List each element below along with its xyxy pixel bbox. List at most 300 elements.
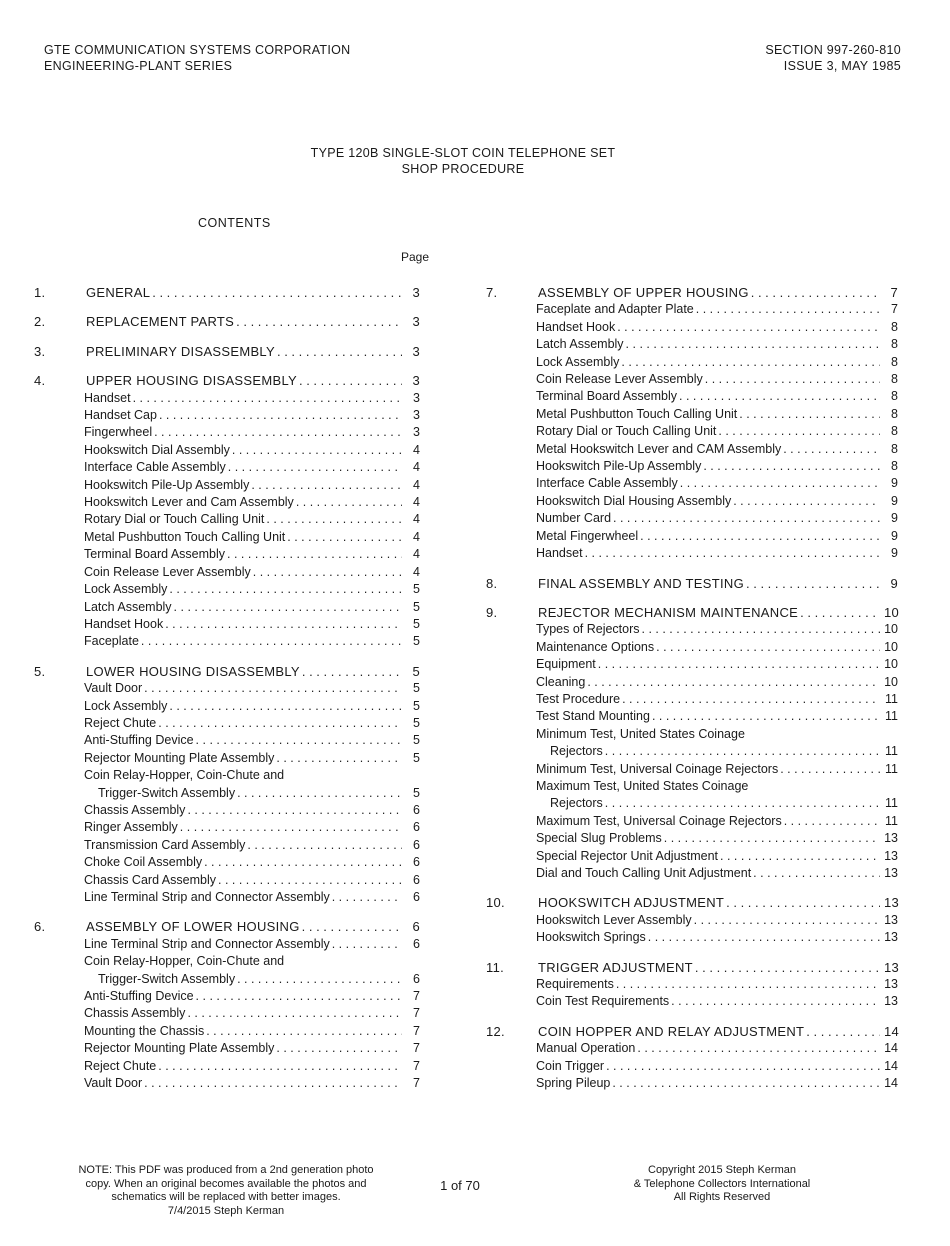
entry-title: Trigger-Switch Assembly (98, 971, 236, 986)
page-number: 4 (413, 547, 420, 562)
page-number: 11 (885, 796, 898, 811)
toc-entry (486, 441, 898, 458)
page-number: 7 (413, 989, 420, 1004)
toc-section (486, 959, 898, 1011)
leader-dots (232, 442, 402, 459)
toc-entry (486, 621, 898, 638)
toc-entry (486, 639, 898, 656)
entry-title: Hookswitch Springs (536, 930, 646, 945)
page-number: 13 (884, 831, 898, 846)
page-number: 13 (884, 866, 898, 880)
entry-title: Rejectors (550, 744, 603, 759)
toc-entry (34, 785, 420, 802)
toc-left-column (34, 284, 420, 1104)
toc-entry (486, 830, 898, 847)
leader-dots (302, 918, 402, 935)
toc-section-row (34, 284, 420, 301)
entry-title: Minimum Test, Universal Coinage Rejectors (536, 761, 779, 776)
entry-title: Maintenance Options (536, 639, 655, 654)
header-right (765, 42, 901, 74)
leader-dots (652, 708, 880, 725)
copyright-line: Copyright 2015 Steph Kerman (648, 1164, 796, 1176)
entry-title: Number Card (536, 511, 612, 526)
page-number: 3 (412, 373, 420, 389)
leader-dots (133, 390, 402, 407)
leader-dots (642, 621, 880, 638)
issue-date: ISSUE 3, MAY 1985 (783, 59, 901, 73)
page-number: 13 (884, 848, 898, 863)
leader-dots (585, 545, 880, 562)
page-number: 5 (413, 582, 420, 597)
toc-entry (34, 494, 420, 511)
page-number: 8 (891, 354, 898, 369)
entry-title: Lock Assembly (84, 582, 168, 597)
page-number: 11 (885, 761, 898, 776)
copyright-line: & Telephone Collectors International (633, 1177, 811, 1190)
page-number: 8 (891, 406, 898, 421)
entry-title: Reject Chute (84, 1058, 157, 1073)
footer-note (40, 1164, 412, 1218)
section-title: REPLACEMENT PARTS (86, 314, 235, 330)
toc-entry (486, 545, 898, 562)
toc-entry (486, 761, 898, 778)
entry-title: Handset (84, 390, 131, 405)
page-number: 14 (884, 1058, 898, 1073)
page-number: 5 (413, 750, 420, 765)
title-line-2: SHOP PROCEDURE (401, 162, 525, 176)
page-number: 4 (413, 477, 420, 492)
section-number: 4. (34, 373, 46, 389)
entry-title: Hookswitch Dial Assembly (84, 442, 230, 457)
entry-title: Line Terminal Strip and Connector Assembly (84, 936, 330, 951)
toc-entry (486, 656, 898, 673)
toc-entry (486, 388, 898, 405)
leader-dots (626, 336, 880, 353)
leader-dots (276, 750, 402, 767)
entry-title: Vault Door (84, 681, 143, 696)
section-title: ASSEMBLY OF LOWER HOUSING (86, 919, 300, 935)
toc-entry (486, 976, 898, 993)
entry-title: Hookswitch Pile-Up Assembly (536, 459, 702, 474)
toc-entry (34, 698, 420, 715)
page-number: 7 (413, 1041, 420, 1056)
toc-entry (486, 726, 898, 743)
toc-entry (486, 493, 898, 510)
entry-title: Maximum Test, Universal Coinage Rejectors (536, 813, 782, 828)
leader-dots (276, 1040, 402, 1057)
leader-dots (174, 599, 402, 616)
page-number: 9 (891, 528, 898, 543)
page-number: 5 (413, 715, 420, 730)
page-number: 10 (884, 639, 898, 654)
footer-note-line: copy. When an original becomes available the photos and (85, 1177, 367, 1190)
page-number: 4 (413, 460, 420, 475)
leader-dots (664, 830, 880, 847)
entry-title: Metal Pushbutton Touch Calling Unit (84, 529, 286, 544)
entry-title: Handset Cap (84, 408, 157, 423)
page-counter: 1 of 70 (440, 1178, 480, 1193)
toc-entry (34, 442, 420, 459)
toc-entry (486, 813, 898, 830)
leader-dots (726, 894, 880, 911)
toc-entry (34, 953, 420, 970)
toc-entry (486, 778, 898, 795)
page-number: 8 (891, 424, 898, 439)
toc-section-row (486, 575, 898, 592)
page-number: 5 (413, 733, 420, 748)
page-number: 4 (413, 512, 420, 527)
section-number: 2. (34, 314, 46, 330)
toc-entry (486, 929, 898, 946)
toc-entry (486, 993, 898, 1010)
toc-entry (486, 528, 898, 545)
toc-entry (34, 889, 420, 906)
section-title: UPPER HOUSING DISASSEMBLY (86, 373, 297, 389)
toc-section (34, 372, 420, 651)
entry-title: Manual Operation (536, 1041, 636, 1056)
leader-dots (695, 959, 880, 976)
leader-dots (806, 1023, 880, 1040)
page-number: 7 (413, 1023, 420, 1038)
entry-title: Choke Coil Assembly (84, 855, 203, 870)
entry-title: Coin Release Lever Assembly (536, 372, 703, 387)
toc-section (34, 918, 420, 1092)
leader-dots (606, 1058, 880, 1075)
page-number: 9 (891, 511, 898, 526)
entry-title: Anti-Stuffing Device (84, 733, 194, 748)
section-number: 6. (34, 919, 46, 935)
entry-title: Hookswitch Dial Housing Assembly (536, 493, 732, 508)
toc-entry (486, 475, 898, 492)
leader-dots (187, 1005, 402, 1022)
page-number: 8 (891, 319, 898, 334)
page-number: 3 (413, 425, 420, 440)
leader-dots (753, 865, 880, 882)
leader-dots (733, 493, 880, 510)
leader-dots (169, 698, 402, 715)
toc-entry (34, 680, 420, 697)
toc-entry (34, 633, 420, 650)
page-number: 5 (412, 663, 420, 679)
page-number: 6 (413, 802, 420, 817)
entry-title: Chassis Card Assembly (84, 872, 216, 887)
section-number: 1. (34, 285, 46, 300)
entry-title: Interface Cable Assembly (84, 460, 226, 475)
leader-dots (299, 372, 402, 389)
toc-section (486, 284, 898, 563)
toc-entry (486, 848, 898, 865)
entry-title: Special Slug Problems (536, 831, 662, 846)
toc-entry (34, 750, 420, 767)
entry-title: Requirements (536, 977, 614, 992)
toc-entry (34, 1058, 420, 1075)
toc-entry (34, 390, 420, 407)
entry-title: Cleaning (536, 674, 586, 689)
leader-dots (204, 854, 402, 871)
page-number: 6 (413, 936, 420, 951)
section-title: FINAL ASSEMBLY AND TESTING (538, 575, 744, 591)
toc-entry (486, 406, 898, 423)
entry-title: Interface Cable Assembly (536, 476, 678, 491)
toc-entry (34, 837, 420, 854)
toc-right-column (486, 284, 898, 1104)
page-number: 13 (884, 895, 900, 911)
leader-dots (227, 546, 402, 563)
page-number: 13 (884, 912, 898, 927)
page-number: 6 (412, 919, 420, 935)
page-number: 6 (413, 855, 420, 870)
leader-dots (144, 1075, 402, 1092)
page-number: 10 (884, 622, 898, 637)
entry-title: Maximum Test, United States Coinage (536, 778, 749, 793)
toc-entry (486, 708, 898, 725)
entry-title: Rejector Mounting Plate Assembly (84, 1041, 275, 1056)
toc-section-row (486, 1023, 898, 1040)
page-number: 7 (890, 285, 898, 300)
entry-title: Faceplate (84, 634, 139, 649)
entry-title: Special Rejector Unit Adjustment (536, 848, 719, 863)
page-number: 6 (413, 890, 420, 904)
leader-dots (218, 872, 402, 889)
leader-dots (587, 674, 880, 691)
page-number: 3 (413, 390, 420, 405)
leader-dots (141, 633, 402, 650)
entry-title: Rejector Mounting Plate Assembly (84, 750, 275, 765)
leader-dots (165, 616, 402, 633)
page-number: 10 (884, 604, 900, 620)
entry-title: Hookswitch Pile-Up Assembly (84, 477, 250, 492)
page-number: 10 (884, 674, 898, 689)
toc-entry (34, 971, 420, 988)
leader-dots (800, 604, 880, 621)
leader-dots (251, 477, 402, 494)
leader-dots (621, 354, 880, 371)
leader-dots (152, 284, 402, 301)
leader-dots (680, 475, 880, 492)
leader-dots (751, 284, 880, 301)
toc-entry (34, 616, 420, 633)
page-column-heading: Page (401, 250, 430, 264)
toc-entry (34, 988, 420, 1005)
page-number: 3 (412, 314, 420, 330)
toc-section (486, 1023, 898, 1093)
toc-entry (486, 865, 898, 882)
page-number: 5 (413, 634, 420, 649)
toc-entry (34, 459, 420, 476)
toc-entry (486, 674, 898, 691)
page-number: 4 (413, 495, 420, 510)
page-number: 5 (413, 616, 420, 631)
toc-entry (34, 767, 420, 784)
entry-title: Coin Test Requirements (536, 994, 670, 1009)
toc-entry (34, 581, 420, 598)
page-number: 4 (413, 529, 420, 544)
leader-dots (720, 848, 880, 865)
page-number: 7 (413, 1076, 420, 1091)
page-number: 9 (891, 493, 898, 508)
entry-title: Equipment (536, 657, 596, 672)
page-number: 11 (885, 744, 898, 759)
page-number: 3 (413, 408, 420, 423)
toc-entry (34, 854, 420, 871)
leader-dots (180, 819, 402, 836)
leader-dots (616, 976, 880, 993)
page-number: 8 (891, 459, 898, 474)
toc-entry (34, 1023, 420, 1040)
footer-note-line: 7/4/2015 Steph Kerman (167, 1204, 285, 1217)
toc-section (486, 604, 898, 883)
leader-dots (617, 319, 880, 336)
toc-entry (34, 546, 420, 563)
toc-entry (34, 936, 420, 953)
toc-entry (486, 319, 898, 336)
entry-title: Dial and Touch Calling Unit Adjustment (536, 866, 752, 880)
section-number: 8. (486, 575, 498, 591)
leader-dots (780, 761, 880, 778)
leader-dots (718, 423, 880, 440)
page-number: 14 (884, 1041, 898, 1056)
toc-entry (486, 912, 898, 929)
entry-title: Reject Chute (84, 715, 157, 730)
page-number: 9 (890, 575, 898, 591)
document-title (0, 145, 926, 177)
leader-dots (144, 680, 402, 697)
entry-title: Test Procedure (536, 691, 621, 706)
entry-title: Transmission Card Assembly (84, 837, 246, 852)
leader-dots (296, 494, 402, 511)
toc-entry (34, 1005, 420, 1022)
entry-title: Minimum Test, United States Coinage (536, 726, 745, 741)
toc-entry (486, 691, 898, 708)
leader-dots (237, 971, 402, 988)
toc-section (34, 663, 420, 907)
series-name: ENGINEERING-PLANT SERIES (44, 59, 233, 73)
toc-section-row (486, 894, 898, 911)
entry-title: Types of Rejectors (536, 622, 640, 637)
page-number: 5 (413, 785, 420, 800)
page-number: 6 (413, 837, 420, 852)
leader-dots (237, 785, 402, 802)
section-title: ASSEMBLY OF UPPER HOUSING (538, 285, 749, 300)
toc-entry (34, 1075, 420, 1092)
page-number: 5 (413, 698, 420, 713)
leader-dots (302, 663, 402, 680)
toc-entry (34, 715, 420, 732)
section-title: REJECTOR MECHANISM MAINTENANCE (538, 604, 799, 620)
toc-section (34, 343, 420, 360)
entry-title: Hookswitch Lever and Cam Assembly (84, 495, 294, 510)
copyright-line: All Rights Reserved (673, 1191, 771, 1203)
toc-entry (486, 371, 898, 388)
leader-dots (598, 656, 880, 673)
entry-title: Test Stand Mounting (536, 709, 650, 724)
leader-dots (196, 732, 402, 749)
entry-title: Metal Fingerwheel (536, 528, 639, 543)
toc-entry (486, 458, 898, 475)
toc-section-row (34, 313, 420, 330)
entry-title: Rotary Dial or Touch Calling Unit (536, 424, 717, 439)
page-number: 3 (412, 343, 420, 359)
contents-heading: CONTENTS (198, 216, 271, 230)
entry-title: Lock Assembly (536, 354, 620, 369)
section-title: GENERAL (86, 285, 151, 300)
toc-entry (486, 1058, 898, 1075)
toc-section-row (34, 663, 420, 680)
page-number: 9 (891, 476, 898, 491)
toc-entry (34, 424, 420, 441)
leader-dots (266, 511, 402, 528)
leader-dots (196, 988, 402, 1005)
leader-dots (158, 1058, 402, 1075)
toc-entry (486, 301, 898, 318)
entry-title: Rejectors (550, 796, 603, 811)
page-number: 13 (884, 977, 898, 992)
entry-title: Terminal Board Assembly (84, 547, 226, 562)
entry-title: Hookswitch Lever Assembly (536, 912, 692, 927)
leader-dots (648, 929, 880, 946)
entry-title: Chassis Assembly (84, 1006, 186, 1021)
toc-entry (486, 743, 898, 760)
leader-dots (605, 743, 880, 760)
toc-entry (486, 354, 898, 371)
leader-dots (696, 301, 880, 318)
page-number: 7 (891, 302, 898, 317)
entry-title: Handset Hook (84, 616, 164, 631)
leader-dots (187, 802, 402, 819)
leader-dots (332, 889, 402, 906)
toc-section (34, 313, 420, 330)
leader-dots (705, 371, 880, 388)
toc-entry (34, 529, 420, 546)
leader-dots (637, 1040, 880, 1057)
section-number: 9. (486, 604, 498, 620)
toc-entry (486, 1040, 898, 1057)
page-number: 8 (891, 337, 898, 352)
leader-dots (253, 564, 402, 581)
page-number: 11 (885, 709, 898, 724)
leader-dots (277, 343, 402, 360)
page-number: 13 (884, 930, 898, 945)
entry-title: Coin Relay-Hopper, Coin-Chute and (84, 768, 285, 783)
entry-title: Metal Hookswitch Lever and CAM Assembly (536, 441, 782, 456)
leader-dots (783, 441, 880, 458)
leader-dots (159, 407, 402, 424)
entry-title: Coin Trigger (536, 1058, 605, 1073)
toc-section (34, 284, 420, 301)
footer-copyright (588, 1164, 856, 1205)
page-number: 14 (884, 1076, 898, 1091)
leader-dots (739, 406, 880, 423)
section-number: 10. (486, 895, 505, 911)
toc-entry (34, 802, 420, 819)
page-number: 10 (884, 657, 898, 672)
toc-entry (486, 423, 898, 440)
section-number: SECTION 997-260-810 (765, 43, 901, 57)
title-line-1: TYPE 120B SINGLE-SLOT COIN TELEPHONE SET (310, 146, 616, 160)
toc-section (486, 575, 898, 592)
leader-dots (605, 795, 880, 812)
toc-entry (34, 511, 420, 528)
leader-dots (613, 510, 880, 527)
toc-entry (34, 564, 420, 581)
entry-title: Spring Pileup (536, 1076, 611, 1091)
leader-dots (671, 993, 880, 1010)
section-number: 12. (486, 1023, 505, 1039)
leader-dots (169, 581, 402, 598)
entry-title: Handset Hook (536, 319, 616, 334)
section-title: HOOKSWITCH ADJUSTMENT (538, 895, 725, 911)
leader-dots (228, 459, 402, 476)
